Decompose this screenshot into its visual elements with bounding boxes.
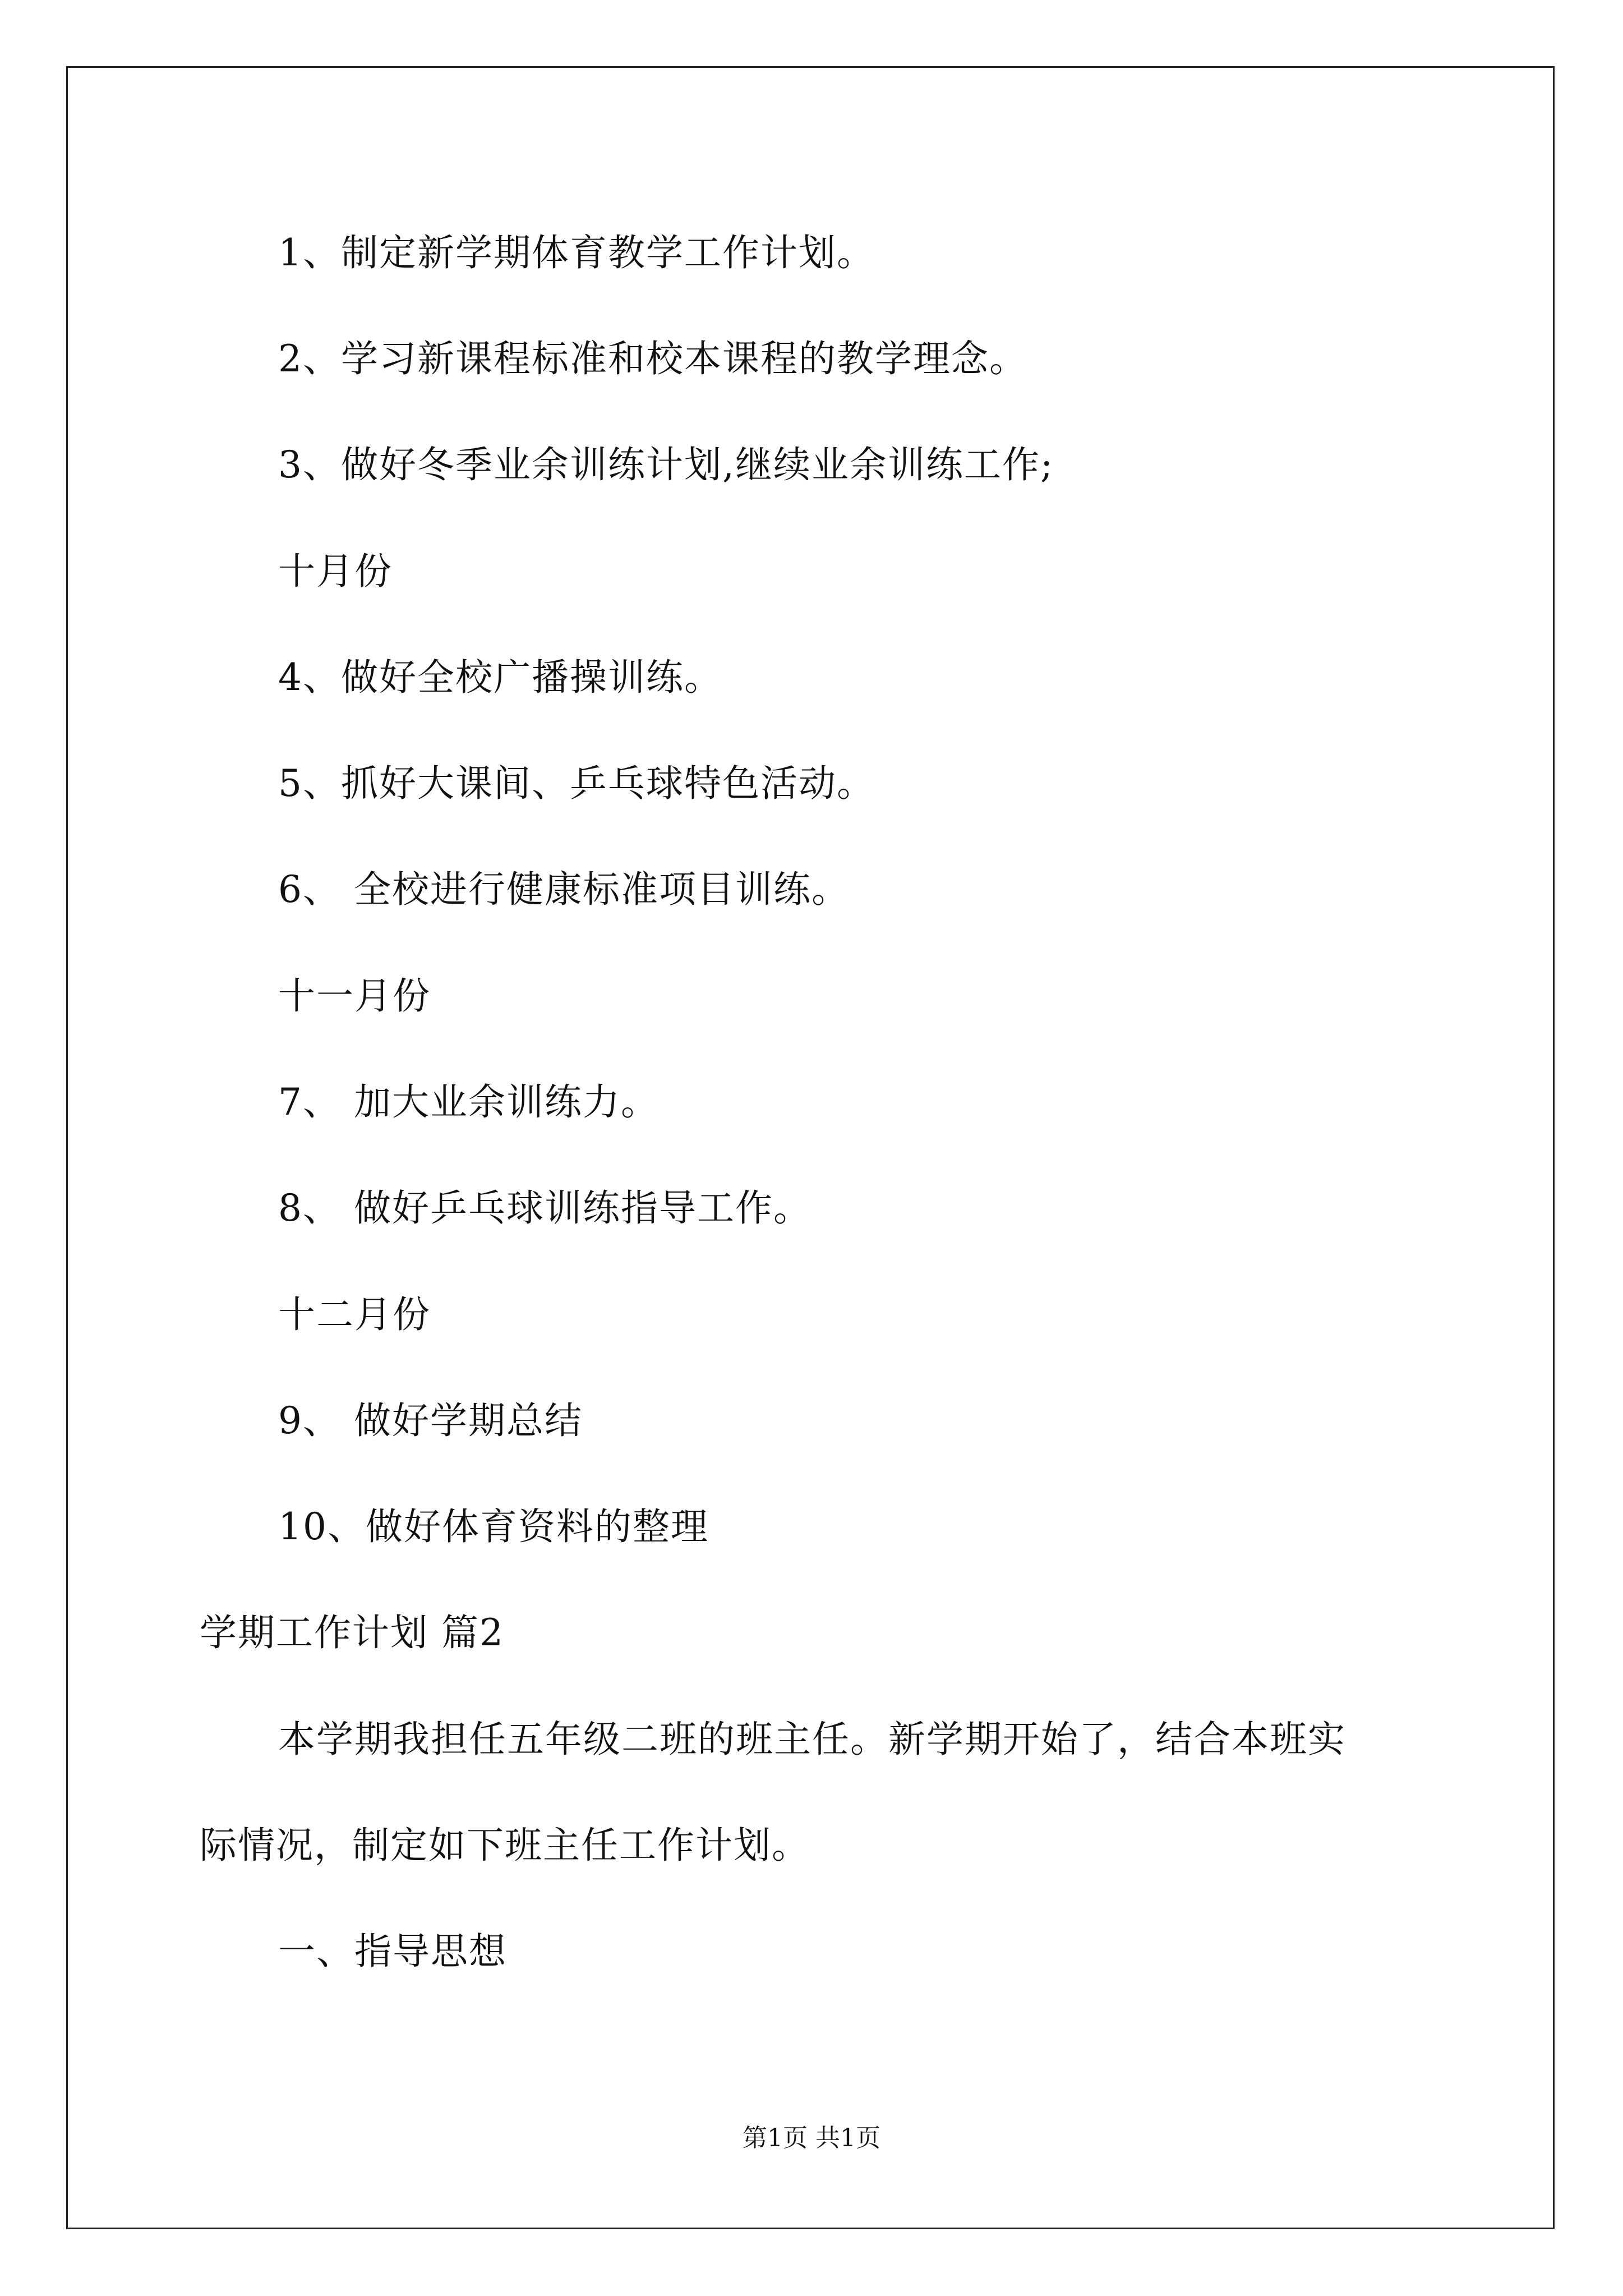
plan-item-3: 3、做好冬季业余训练计划,继续业余训练工作; <box>278 443 1054 486</box>
month-heading-november: 十一月份 <box>278 974 431 1018</box>
section-title: 学期工作计划 篇2 <box>200 1611 504 1654</box>
plan-item-4: 4、做好全校广播操训练。 <box>278 656 722 699</box>
heading-guiding-ideology: 一、指导思想 <box>278 1930 507 1973</box>
plan-item-2: 2、学习新课程标准和校本课程的教学理念。 <box>278 337 1027 380</box>
plan-item-6: 6、 全校进行健康标准项目训练。 <box>278 868 850 911</box>
plan-item-8: 8、 做好乒乓球训练指导工作。 <box>278 1186 811 1230</box>
plan-item-7: 7、 加大业余训练力。 <box>278 1080 659 1124</box>
plan-item-5: 5、抓好大课间、乒乓球特色活动。 <box>278 762 875 805</box>
page-footer: 第1页 共1页 <box>743 2124 880 2152</box>
plan-item-9: 9、 做好学期总结 <box>278 1399 583 1442</box>
plan-item-10: 10、做好体育资料的整理 <box>278 1505 709 1548</box>
month-heading-december: 十二月份 <box>278 1293 431 1336</box>
page-border <box>66 66 1555 2229</box>
month-heading-october: 十月份 <box>278 550 393 593</box>
intro-paragraph-line-2: 际情况，制定如下班主任工作计划。 <box>200 1824 810 1867</box>
plan-item-1: 1、制定新学期体育教学工作计划。 <box>278 231 875 274</box>
intro-paragraph-line-1: 本学期我担任五年级二班的班主任。新学期开始了，结合本班实 <box>278 1718 1346 1761</box>
